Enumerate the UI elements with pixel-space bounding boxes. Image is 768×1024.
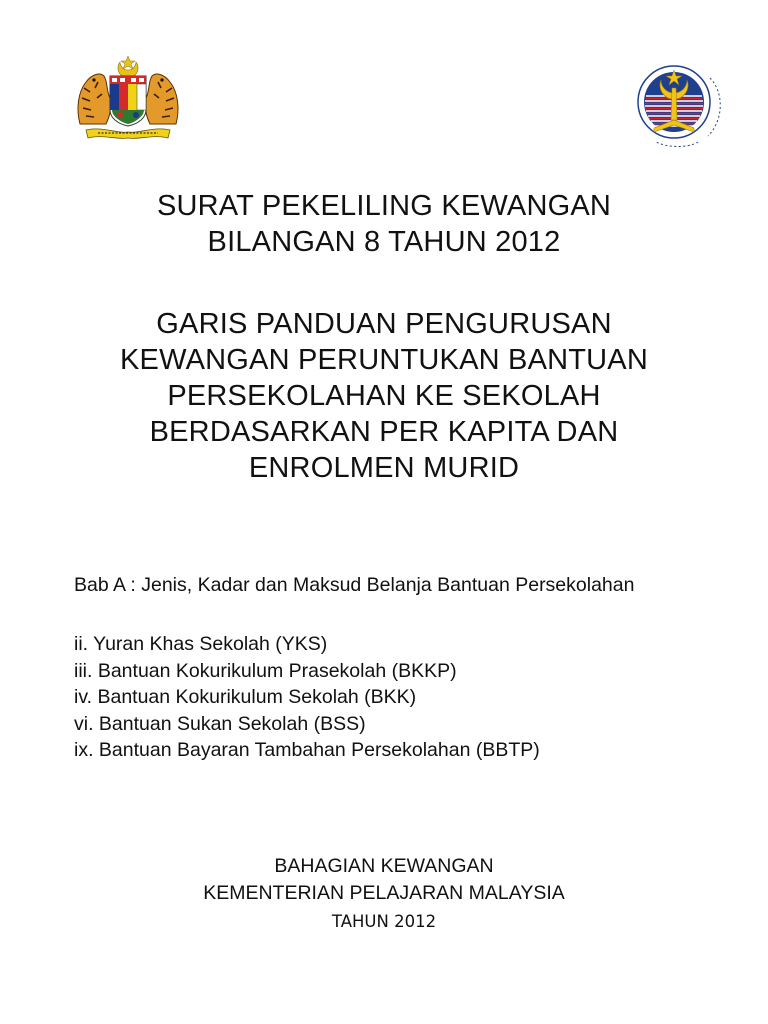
guideline-title-line: KEWANGAN PERUNTUKAN BANTUAN	[120, 344, 648, 376]
guideline-title-line: PERSEKOLAHAN KE SEKOLAH	[167, 380, 601, 412]
ministry-name: KEMENTERIAN PELAJARAN MALAYSIA	[203, 882, 565, 904]
guideline-title-line: ENROLMEN MURID	[248, 452, 520, 484]
list-item: iii. Bantuan Kokurikulum Prasekolah (BKKP)	[74, 659, 457, 682]
list-item: iv. Bantuan Kokurikulum Sekolah (BKK)	[74, 686, 417, 708]
guideline-title-line: BERDASARKAN PER KAPITA DAN	[149, 416, 619, 448]
circular-title-line-1: SURAT PEKELILING KEWANGAN	[156, 190, 612, 222]
guideline-title-line: GARIS PANDUAN PENGURUSAN	[156, 308, 612, 340]
aid-type-list	[74, 631, 540, 764]
list-item: vi. Bantuan Sukan Sekolah (BSS)	[74, 712, 366, 735]
coat-of-arms-logo	[72, 54, 184, 142]
circular-title-line-2: BILANGAN 8 TAHUN 2012	[207, 226, 561, 258]
department-name: BAHAGIAN KEWANGAN	[274, 855, 494, 877]
coat-of-arms-icon	[72, 54, 184, 142]
guideline-title	[40, 306, 728, 486]
ministry-logo	[628, 58, 732, 152]
list-item: ix. Bantuan Bayaran Tambahan Persekolahan (BBTP)	[74, 739, 540, 761]
publication-year: TAHUN 2012	[331, 912, 437, 931]
circular-title	[40, 188, 728, 260]
list-item: ii. Yuran Khas Sekolah (YKS)	[74, 633, 328, 655]
chapter-heading: Bab A : Jenis, Kadar dan Maksud Belanja Bantuan Persekolahan	[74, 574, 635, 596]
ministry-of-education-emblem-icon	[628, 58, 732, 152]
